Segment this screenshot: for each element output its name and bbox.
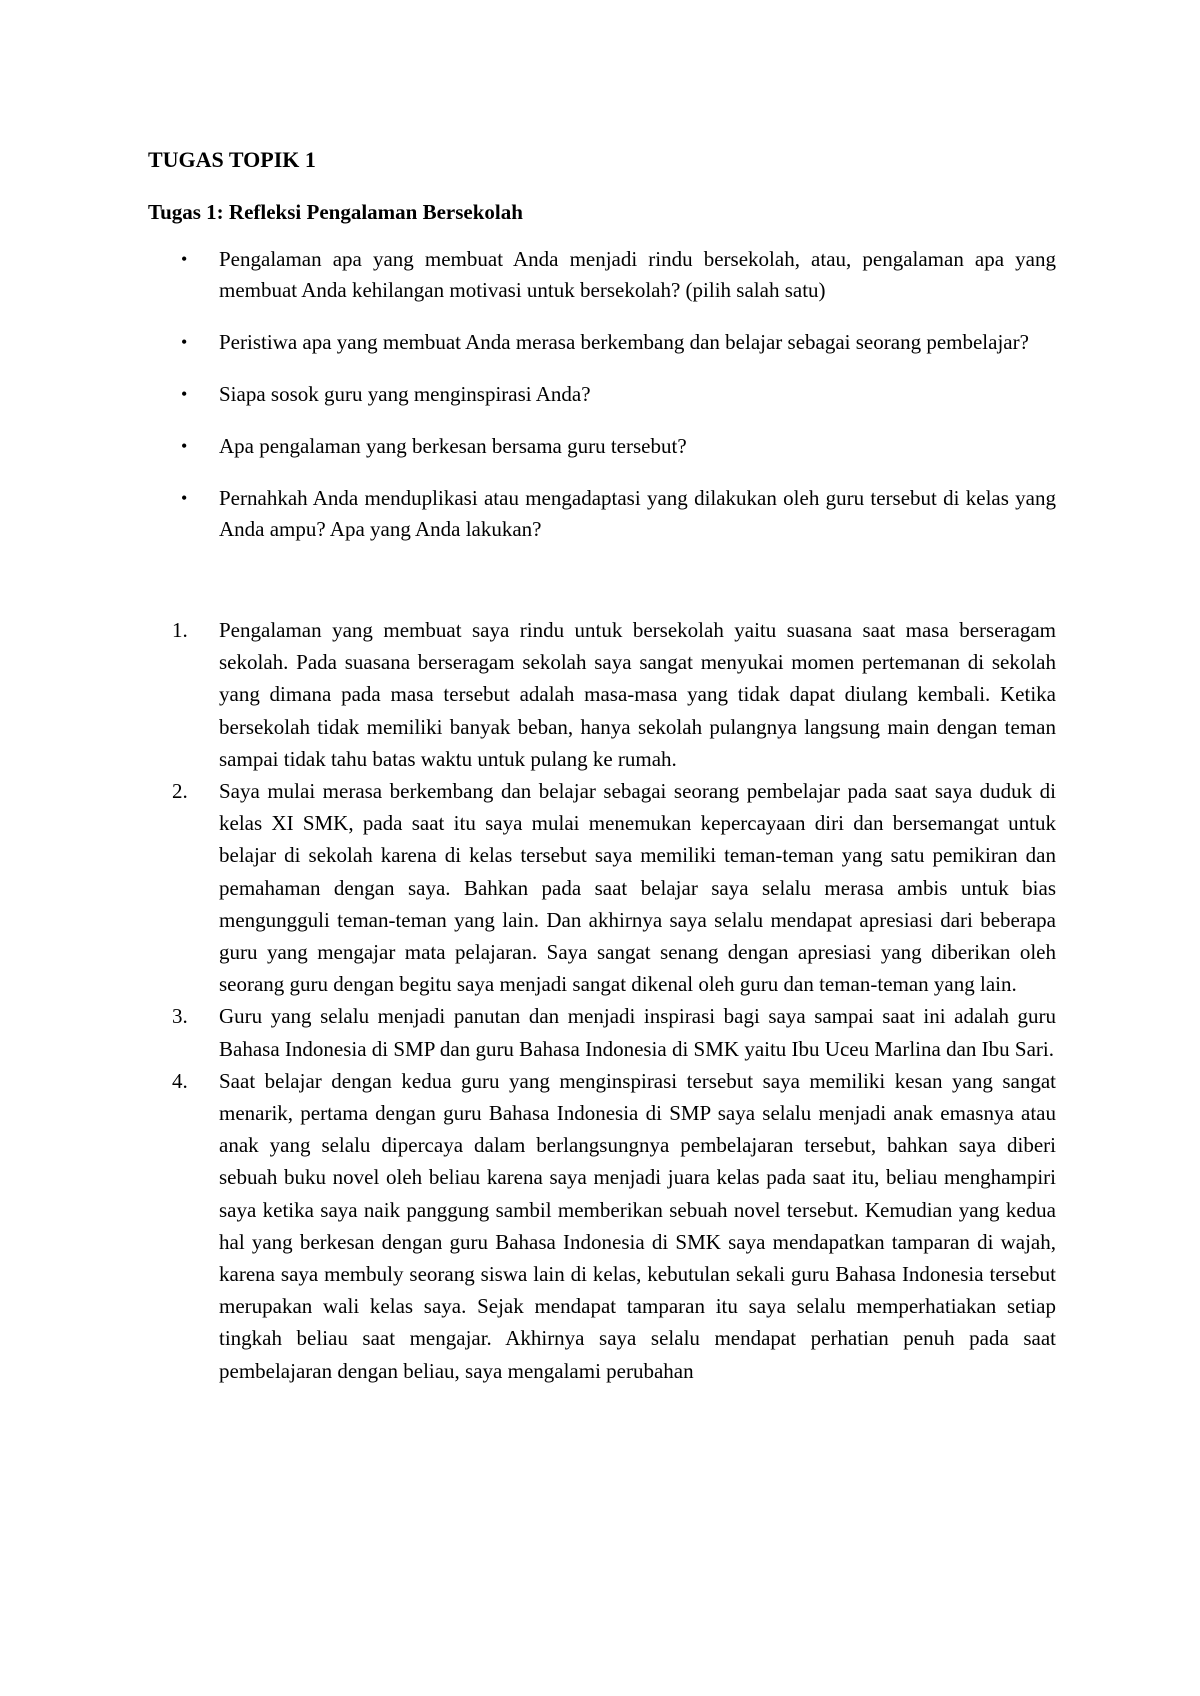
question-text: Apa pengalaman yang berkesan bersama guru tersebut? bbox=[219, 434, 687, 458]
question-item bbox=[148, 327, 1056, 358]
question-text: Siapa sosok guru yang menginspirasi Anda? bbox=[219, 382, 591, 406]
document-subtitle: Tugas 1: Refleksi Pengalaman Bersekolah bbox=[148, 200, 523, 224]
question-text: Pengalaman apa yang membuat Anda menjadi rindu bersekolah, atau, pengalaman apa yang membuat Anda kehilangan motivasi untuk bersekolah? (pilih salah satu) bbox=[219, 247, 1056, 302]
document-title: TUGAS TOPIK 1 bbox=[148, 147, 316, 172]
answer-number: 1. bbox=[172, 618, 188, 642]
answer-number: 3. bbox=[172, 1004, 188, 1029]
answer-item bbox=[148, 1000, 1056, 1064]
answer-item bbox=[148, 775, 1056, 1000]
bullet-icon: • bbox=[181, 488, 188, 508]
document-content bbox=[148, 146, 1056, 1387]
question-item bbox=[148, 379, 1056, 410]
answer-text: Guru yang selalu menjadi panutan dan menjadi inspirasi bagi saya sampai saat ini adalah guru Bahasa Indonesia di SMP dan guru Bahasa Indonesia di SMK yaitu Ibu Uceu Marlina dan Ibu Sari. bbox=[219, 1004, 1056, 1061]
answer-list bbox=[148, 614, 1056, 1387]
answer-number: 2. bbox=[172, 779, 188, 804]
bullet-icon: • bbox=[181, 332, 188, 352]
bullet-icon: • bbox=[181, 436, 188, 456]
question-text: Pernahkah Anda menduplikasi atau mengadaptasi yang dilakukan oleh guru tersebut di kelas yang Anda ampu? Apa yang Anda lakukan? bbox=[219, 486, 1056, 541]
answer-text: Pengalaman yang membuat saya rindu untuk bersekolah yaitu suasana saat masa berseragam sekolah. Pada suasana berseragam sekolah saya sangat menyukai momen pertemanan di sekolah yang dimana pada masa tersebut adalah masa-masa yang tidak dapat diulang kembali. Ketika bersekolah tidak memiliki banyak beban, hanya sekolah pulangnya langsung main dengan teman sampai tidak tahu batas waktu untuk pulang ke rumah. bbox=[219, 618, 1056, 771]
answer-item bbox=[148, 614, 1056, 775]
answer-item bbox=[148, 1065, 1056, 1387]
answer-number: 4. bbox=[172, 1068, 188, 1093]
question-list bbox=[148, 244, 1056, 545]
bullet-icon: • bbox=[181, 384, 188, 404]
question-text: Peristiwa apa yang membuat Anda merasa berkembang dan belajar sebagai seorang pembelajar? bbox=[219, 330, 1029, 354]
answer-text: Saya mulai merasa berkembang dan belajar sebagai seorang pembelajar pada saat saya duduk di kelas XI SMK, pada saat itu saya mulai menemukan kepercayaan diri dan bersemangat untuk belajar di sekolah karena di kelas tersebut saya memiliki teman-teman yang satu pemikiran dan pemahaman dengan saya. Bahkan pada saat belajar saya selalu merasa ambis untuk bias mengungguli teman-teman yang lain. Dan akhirnya saya selalu mendapat apresiasi dari beberapa guru yang mengajar mata pelajaran. Saya sangat senang dengan apresiasi yang diberikan oleh seorang guru dengan begitu saya menjadi sangat dikenal oleh guru dan teman-teman yang lain. bbox=[219, 779, 1056, 997]
section-spacer bbox=[148, 566, 1056, 614]
answer-text: Saat belajar dengan kedua guru yang menginspirasi tersebut saya memiliki kesan yang sangat menarik, pertama dengan guru Bahasa Indonesia di SMP saya selalu menjadi anak emasnya atau anak yang selalu dipercaya dalam berlangsungnya pembelajaran tersebut, bahkan saya diberi sebuah buku novel oleh beliau karena saya menjadi juara kelas pada saat itu, beliau menghampiri saya ketika saya naik panggung sambil memberikan sebuah novel tersebut. Kemudian yang kedua hal yang berkesan dengan guru Bahasa Indonesia di SMK saya mendapatkan tamparan di wajah, karena saya membuly seorang siswa lain di kelas, kebutulan sekali guru Bahasa Indonesia tersebut merupakan wali kelas saya. Sejak mendapat tamparan itu saya selalu memperhatiakan setiap tingkah beliau saat mengajar. Akhirnya saya selalu mendapat perhatian penuh pada saat pembelajaran dengan beliau, saya mengalami perubahan bbox=[219, 1068, 1056, 1383]
question-item bbox=[148, 244, 1056, 306]
bullet-icon: • bbox=[181, 249, 188, 269]
question-item bbox=[148, 431, 1056, 462]
question-item bbox=[148, 483, 1056, 545]
